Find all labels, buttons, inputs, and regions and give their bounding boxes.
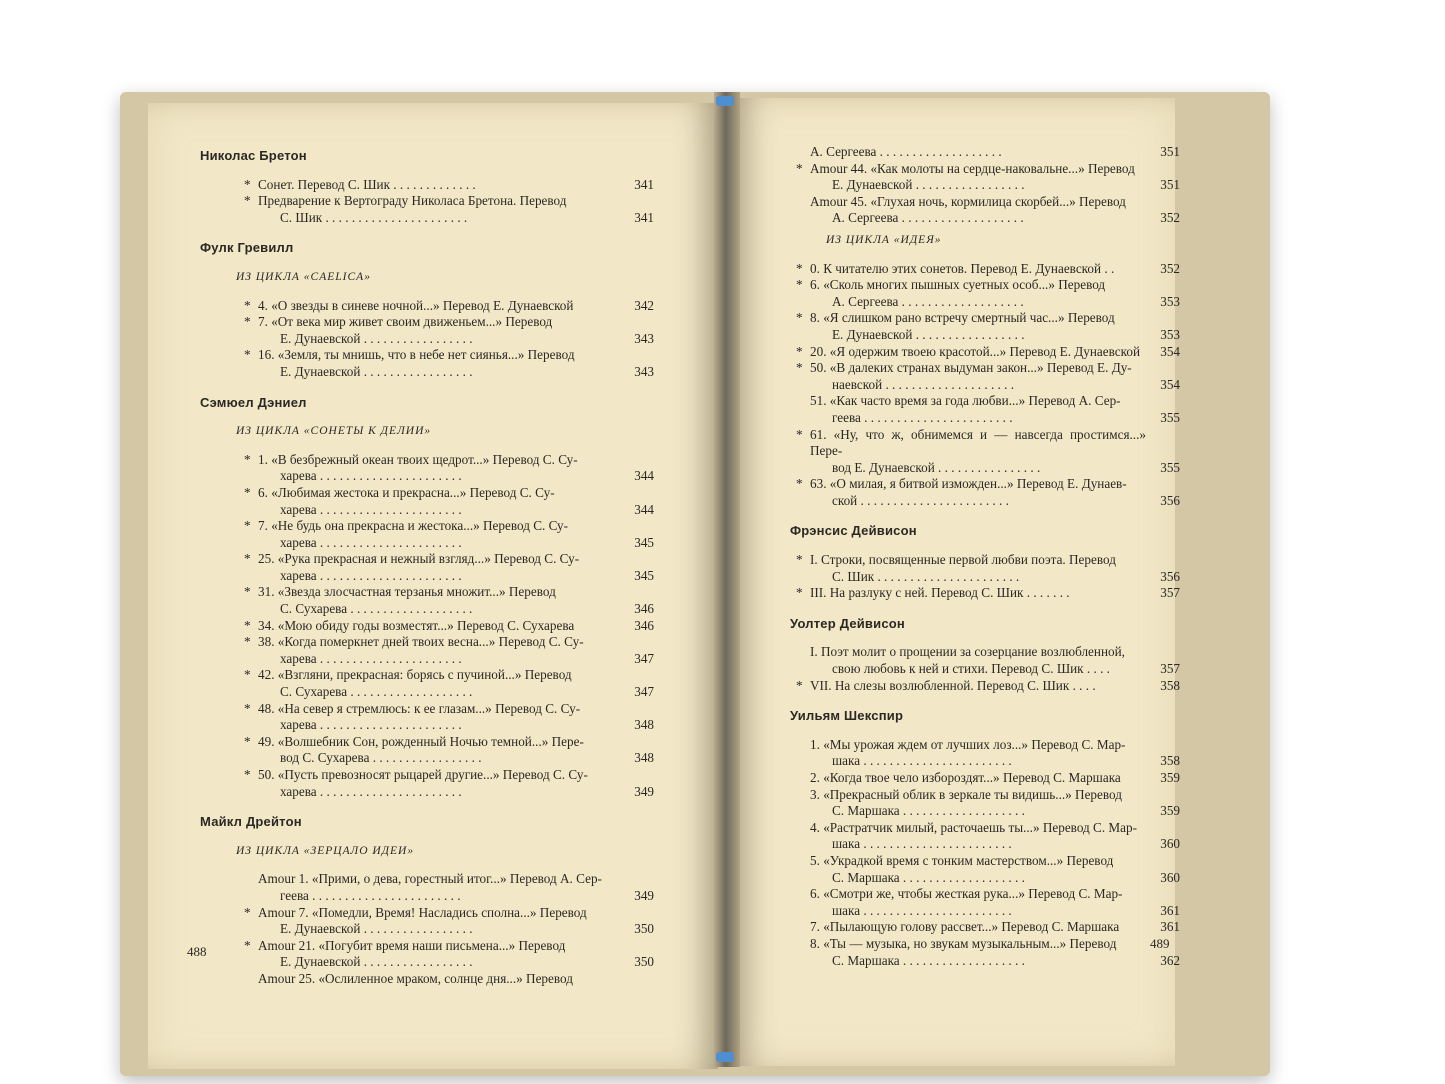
page-ref: 344 — [634, 468, 654, 484]
page-ref: 353 — [1160, 293, 1180, 309]
entry-line: 63. «О милая, я битвой изможден...» Перевод Е. Дунаев- — [810, 476, 1127, 492]
entry-line: 50. «В далеких странах выдуман закон...» Перевод Е. Ду- — [810, 360, 1132, 376]
toc-entry — [810, 393, 1180, 426]
entry-line: 49. «Волшебник Сон, рожденный Ночью темной...» Пере- — [258, 733, 584, 749]
entry-line: ской . . . . . . . . . . . . . . . . . . . . . . . — [832, 492, 1009, 508]
entry-line: харева . . . . . . . . . . . . . . . . . . . . . . — [280, 783, 462, 799]
page-ref: 358 — [1160, 677, 1180, 693]
page-ref: 345 — [634, 567, 654, 583]
page-ref: 343 — [634, 363, 654, 379]
entry-line: 20. «Я одержим твоею красотой...» Перевод Е. Дунаевской — [810, 343, 1141, 359]
entry-line: VII. На слезы возлюбленной. Перевод С. Шик . . . . — [810, 677, 1096, 693]
entry-line: 16. «Земля, ты мнишь, что в небе нет сиянья...» Перевод — [258, 347, 575, 363]
page-ref: 343 — [634, 330, 654, 346]
entry-line: 0. К читателю этих сонетов. Перевод Е. Дунаевской . . — [810, 260, 1115, 276]
asterisk-mark: * — [796, 552, 803, 568]
asterisk-mark: * — [244, 904, 251, 920]
entry-line: вод Е. Дунаевской . . . . . . . . . . . . . . . . — [832, 459, 1041, 475]
entry-line: С. Маршака . . . . . . . . . . . . . . . . . . . — [832, 952, 1025, 968]
right-page-number: 489 — [1150, 936, 1170, 951]
entry-line: Е. Дунаевской . . . . . . . . . . . . . . . . . — [280, 921, 473, 937]
page-ref: 352 — [1160, 260, 1180, 276]
page-ref: 356 — [1160, 492, 1180, 508]
page-ref: 355 — [1160, 409, 1180, 425]
entry-line: вод С. Сухарева . . . . . . . . . . . . . . . . . — [280, 750, 482, 766]
author-heading: Николас Бретон — [200, 148, 307, 163]
toc-entry — [810, 144, 1180, 161]
entry-line: 3. «Прекрасный облик в зеркале ты видишь...» Перевод — [810, 786, 1122, 802]
cycle-heading: ИЗ ЦИКЛА «ИДЕЯ» — [826, 233, 942, 246]
page-ref: 361 — [1160, 902, 1180, 918]
toc-entry — [796, 476, 1180, 509]
entry-line: 25. «Рука прекрасная и нежный взгляд...» Перевод С. Су- — [258, 551, 580, 567]
entry-line: 8. «Я слишком рано встречу смертный час...» Перевод — [810, 310, 1115, 326]
page-ref: 352 — [1160, 210, 1180, 226]
entry-line: геева . . . . . . . . . . . . . . . . . . . . . . . — [280, 887, 461, 903]
page-ref: 357 — [1160, 661, 1180, 677]
asterisk-mark: * — [244, 937, 251, 953]
toc-entry — [796, 552, 1180, 585]
toc-entry — [796, 585, 1180, 602]
page-ref: 346 — [634, 601, 654, 617]
asterisk-mark: * — [796, 360, 803, 376]
page-ref: 354 — [1160, 343, 1180, 359]
page-ref: 345 — [634, 534, 654, 550]
entry-line: С. Шик . . . . . . . . . . . . . . . . . . . . . . — [280, 209, 468, 225]
toc-entry — [796, 260, 1180, 278]
author-heading: Сэмюел Дэниел — [200, 394, 307, 410]
asterisk-mark: * — [796, 310, 803, 326]
entry-line: 31. «Звезда злосчастная терзанья множит...» Перевод — [258, 584, 556, 600]
toc-entry — [796, 360, 1180, 393]
page-ref: 347 — [634, 684, 654, 700]
asterisk-mark: * — [244, 347, 251, 363]
entry-line: III. На разлуку с ней. Перевод С. Шик . . . . . . . — [810, 585, 1070, 601]
entry-line: 8. «Ты — музыка, но звукам музыкальным...» Перевод — [810, 935, 1117, 951]
toc-entry — [244, 733, 654, 767]
entry-line: 7. «Пылающую голову рассвет...» Перевод С. Маршака — [810, 919, 1120, 935]
entry-line: С. Маршака . . . . . . . . . . . . . . . . . . . — [832, 803, 1025, 819]
entry-line: 6. «Любимая жестока и прекрасна...» Перевод С. Су- — [258, 484, 555, 500]
toc-entry — [796, 426, 1180, 477]
entry-line: Amour 44. «Как молоты на сердце-наковальне...» Перевод — [810, 160, 1135, 176]
entry-line: харева . . . . . . . . . . . . . . . . . . . . . . — [280, 650, 462, 666]
entry-line: 4. «Растратчик милый, расточаешь ты...» Перевод С. Мар- — [810, 819, 1137, 835]
toc-entry — [244, 484, 654, 518]
toc-entry — [244, 551, 654, 584]
entry-line: Е. Дунаевской . . . . . . . . . . . . . . . . . — [832, 177, 1025, 193]
toc-entry — [244, 518, 654, 551]
toc-entry — [796, 277, 1180, 310]
asterisk-mark: * — [244, 518, 251, 534]
asterisk-mark: * — [244, 617, 251, 633]
asterisk-mark: * — [796, 260, 803, 276]
page-ref: 350 — [634, 954, 654, 970]
page-ref: 341 — [634, 209, 654, 225]
entry-line: 61. «Ну, что ж, обнимемся и — навсегда простимся...» Пере- — [810, 426, 1146, 459]
toc-entry — [796, 160, 1180, 194]
entry-line: I. Поэт молит о прощении за созерцание возлюбленной, — [810, 644, 1125, 660]
entry-line: 6. «Сколь многих пышных суетных особ...» Перевод — [810, 277, 1106, 293]
entry-line: 7. «От века мир живет своим движеньем...» Перевод — [258, 314, 553, 330]
entry-line: С. Сухарева . . . . . . . . . . . . . . . . . . . — [280, 684, 473, 700]
page-ref: 360 — [1160, 836, 1180, 852]
toc-entry — [244, 767, 654, 800]
asterisk-mark: * — [796, 343, 803, 359]
entry-line: А. Сергеева . . . . . . . . . . . . . . . . . . . — [832, 210, 1024, 226]
toc-entry — [810, 737, 1180, 770]
entry-line: Е. Дунаевской . . . . . . . . . . . . . . . . . — [280, 330, 473, 346]
entry-line: 48. «На север я стремлюсь: к ее глазам...» Перевод С. Су- — [258, 700, 581, 716]
toc-entry — [258, 971, 654, 988]
page-ref: 357 — [1160, 585, 1180, 601]
cycle-heading: ИЗ ЦИКЛА «СОНЕТЫ К ДЕЛИИ» — [236, 425, 432, 438]
toc-entry — [810, 886, 1180, 919]
entry-line: А. Сергеева . . . . . . . . . . . . . . . . . . . — [832, 293, 1024, 309]
entry-line: Предварение к Вертограду Николаса Бретона. Перевод — [258, 193, 567, 209]
page-ref: 356 — [1160, 568, 1180, 584]
page-ref: 341 — [634, 176, 654, 192]
entry-line: Amour 45. «Глухая ночь, кормилица скорбей...» Перевод — [810, 193, 1126, 209]
toc-entry — [244, 584, 654, 617]
page-ref: 347 — [634, 650, 654, 666]
entry-line: харева . . . . . . . . . . . . . . . . . . . . . . — [280, 468, 462, 484]
entry-line: шака . . . . . . . . . . . . . . . . . . . . . . . — [832, 753, 1012, 769]
entry-line: Amour 1. «Прими, о дева, горестный итог...» Перевод А. Сер- — [258, 871, 602, 887]
asterisk-mark: * — [796, 476, 803, 492]
toc-entry — [244, 700, 654, 734]
entry-line: геева . . . . . . . . . . . . . . . . . . . . . . . — [832, 409, 1013, 425]
toc-entry — [244, 451, 654, 485]
page-ref: 346 — [634, 617, 654, 633]
entry-line: шака . . . . . . . . . . . . . . . . . . . . . . . — [832, 836, 1012, 852]
toc-entry — [244, 937, 654, 971]
page-ref: 354 — [1160, 376, 1180, 392]
entry-line: Amour 25. «Ослиленное мраком, солнце дня...» Перевод — [258, 970, 573, 986]
toc-entry — [810, 820, 1180, 853]
page-ref: 349 — [634, 783, 654, 799]
right-page-contents — [790, 144, 1180, 969]
toc-entry — [258, 871, 654, 904]
asterisk-mark: * — [244, 451, 251, 467]
asterisk-mark: * — [244, 314, 251, 330]
asterisk-mark: * — [244, 667, 251, 683]
entry-line: 50. «Пусть превозносят рыцарей другие...» Перевод С. Су- — [258, 767, 588, 782]
toc-entry — [796, 310, 1180, 343]
toc-entry — [796, 343, 1180, 361]
toc-entry — [244, 347, 654, 380]
asterisk-mark: * — [244, 176, 251, 192]
toc-entry — [244, 193, 654, 226]
asterisk-mark: * — [244, 584, 251, 600]
entry-line: харева . . . . . . . . . . . . . . . . . . . . . . — [280, 717, 462, 733]
page-ref: 361 — [1160, 919, 1180, 935]
asterisk-mark: * — [244, 634, 251, 650]
toc-entry — [810, 853, 1180, 886]
entry-line: 42. «Взгляни, прекрасная: борясь с пучиной...» Перевод — [258, 667, 572, 683]
toc-entry — [244, 667, 654, 700]
asterisk-mark: * — [244, 700, 251, 716]
entry-line: С. Шик . . . . . . . . . . . . . . . . . . . . . . — [832, 568, 1020, 584]
left-page-contents — [200, 148, 654, 988]
entry-line: 34. «Мою обиду годы возместят...» Перевод С. Сухарева — [258, 617, 575, 633]
entry-line: Сонет. Перевод С. Шик . . . . . . . . . . . . . — [258, 176, 476, 192]
entry-line: наевской . . . . . . . . . . . . . . . . . . . . — [832, 376, 1015, 392]
entry-line: харева . . . . . . . . . . . . . . . . . . . . . . — [280, 501, 462, 517]
page-ref: 348 — [634, 750, 654, 766]
toc-entry — [796, 677, 1180, 695]
entry-line: 7. «Не будь она прекрасна и жестока...» Перевод С. Су- — [258, 518, 569, 534]
entry-line: Amour 21. «Погубит время наши письмена...» Перевод — [258, 937, 566, 953]
toc-entry — [810, 936, 1180, 969]
asterisk-mark: * — [796, 426, 803, 442]
entry-line: 1. «Мы урожая ждем от лучших лоз...» Перевод С. Мар- — [810, 736, 1126, 752]
toc-entry — [244, 904, 654, 938]
page-ref: 358 — [1160, 753, 1180, 769]
book-spine — [714, 92, 740, 1067]
page-ref: 359 — [1160, 803, 1180, 819]
entry-line: Amour 7. «Помедли, Время! Насладись сполна...» Перевод — [258, 904, 587, 920]
author-heading: Фрэнсис Дейвисон — [790, 523, 917, 539]
cycle-heading: ИЗ ЦИКЛА «ЗЕРЦАЛО ИДЕИ» — [236, 844, 415, 857]
page-ref: 350 — [634, 921, 654, 937]
toc-entry — [810, 194, 1180, 227]
toc-entry — [810, 787, 1180, 820]
toc-entry — [810, 770, 1180, 787]
cycle-heading: ИЗ ЦИКЛА «CAELICA» — [236, 270, 371, 283]
entry-line: I. Строки, посвященные первой любви поэта. Перевод — [810, 552, 1116, 568]
toc-entry — [244, 617, 654, 635]
toc-entry — [244, 176, 654, 194]
page-ref: 348 — [634, 717, 654, 733]
asterisk-mark: * — [244, 484, 251, 500]
entry-line: С. Маршака . . . . . . . . . . . . . . . . . . . — [832, 869, 1025, 885]
page-ref: 351 — [1160, 144, 1180, 159]
entry-line: Е. Дунаевской . . . . . . . . . . . . . . . . . — [280, 363, 473, 379]
entry-line: 4. «О звезды в синеве ночной...» Перевод Е. Дунаевской — [258, 297, 574, 313]
asterisk-mark: * — [796, 160, 803, 176]
author-heading: Майкл Дрейтон — [200, 814, 302, 830]
page-ref: 349 — [634, 887, 654, 903]
asterisk-mark: * — [796, 677, 803, 693]
page-ref: 344 — [634, 501, 654, 517]
author-heading: Фулк Гревилл — [200, 240, 294, 256]
entry-line: свою любовь к ней и стихи. Перевод С. Шик . . . . — [832, 661, 1110, 677]
page-ref: 359 — [1160, 770, 1180, 785]
entry-line: 6. «Смотри же, чтобы жесткая рука...» Перевод С. Мар- — [810, 886, 1123, 902]
asterisk-mark: * — [244, 297, 251, 313]
asterisk-mark: * — [244, 551, 251, 567]
left-page-number: 488 — [187, 944, 207, 959]
toc-entry — [244, 634, 654, 667]
bookmark-thread — [716, 1052, 734, 1062]
toc-entry — [810, 919, 1180, 936]
entry-line: С. Сухарева . . . . . . . . . . . . . . . . . . . — [280, 601, 473, 617]
bookmark-thread — [716, 96, 734, 106]
asterisk-mark: * — [796, 277, 803, 293]
entry-line: харева . . . . . . . . . . . . . . . . . . . . . . — [280, 567, 462, 583]
page-ref: 351 — [1160, 177, 1180, 193]
entry-line: 38. «Когда померкнет дней твоих весна...» Перевод С. Су- — [258, 634, 584, 650]
entry-line: харева . . . . . . . . . . . . . . . . . . . . . . — [280, 534, 462, 550]
toc-entry — [810, 644, 1180, 677]
page-ref: 362 — [1160, 952, 1180, 968]
entry-line: 1. «В безбрежный океан твоих щедрот...» Перевод С. Су- — [258, 451, 578, 467]
author-heading: Уолтер Дейвисон — [790, 615, 905, 631]
entry-line: 51. «Как часто время за года любви...» Перевод А. Сер- — [810, 393, 1121, 409]
asterisk-mark: * — [244, 733, 251, 749]
entry-line: шака . . . . . . . . . . . . . . . . . . . . . . . — [832, 902, 1012, 918]
page-ref: 355 — [1160, 459, 1180, 475]
entry-line: 5. «Украдкой время с тонким мастерством...» Перевод — [810, 852, 1114, 868]
page-ref: 342 — [634, 297, 654, 313]
entry-line: Е. Дунаевской . . . . . . . . . . . . . . . . . — [280, 954, 473, 970]
toc-entry — [244, 297, 654, 315]
author-heading: Уильям Шекспир — [790, 708, 904, 724]
asterisk-mark: * — [796, 585, 803, 601]
asterisk-mark: * — [244, 193, 251, 209]
entry-line: А. Сергеева . . . . . . . . . . . . . . . . . . . — [810, 144, 1002, 159]
entry-line: Е. Дунаевской . . . . . . . . . . . . . . . . . — [832, 326, 1025, 342]
page-ref: 360 — [1160, 869, 1180, 885]
entry-line: 2. «Когда твое чело избороздят...» Перевод С. Маршака — [810, 770, 1121, 785]
toc-entry — [244, 314, 654, 347]
page-ref: 353 — [1160, 326, 1180, 342]
asterisk-mark: * — [244, 767, 251, 782]
